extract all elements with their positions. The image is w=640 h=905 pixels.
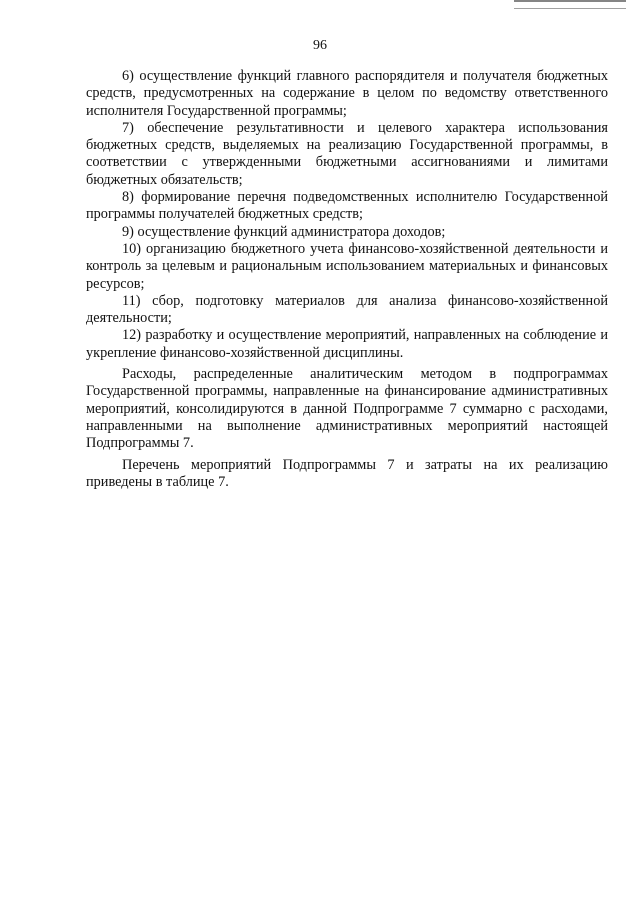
paragraph-item-6: 6) осуществление функций главного распорядителя и получателя бюджетных средств, предусмотренных на содержание в целом по ведомству ответственного исполнителя Государственной программы;	[86, 68, 608, 119]
paragraph-item-8: 8) формирование перечня подведомственных исполнителю Государственной программы получателей бюджетных средств;	[86, 189, 608, 223]
page-number: 96	[313, 38, 327, 53]
paragraph-item-9: 9) осуществление функций администратора доходов;	[122, 223, 446, 240]
paragraph-item-11: 11) сбор, подготовку материалов для анализа финансово-хозяйственной деятельности;	[86, 292, 608, 327]
paragraph-item-7: 7) обеспечение результативности и целевого характера использования бюджетных средств, выделяемых на реализацию Государственной программы, в соответствии с утвержденными бюджетными ассигнованиями и лимитами бюджетных обязательств;	[86, 119, 608, 188]
paragraph-item-12: 12) разработку и осуществление мероприятий, направленных на соблюдение и укрепление финансово-хозяйственной дисциплины.	[86, 327, 608, 361]
scan-corner-mark	[514, 0, 626, 9]
paragraph-table-reference: Перечень мероприятий Подпрограммы 7 и затраты на их реализацию приведены в таблице 7.	[86, 456, 608, 490]
paragraph-item-10: 10) организацию бюджетного учета финансово-хозяйственной деятельности и контроль за целевым и рациональным использованием материальных и финансовых ресурсов;	[86, 240, 608, 292]
document-body	[86, 68, 608, 491]
paragraph-expenses: Расходы, распределенные аналитическим методом в подпрограммах Государственной программы, направленные на финансирование административных мероприятий, консолидируются в данной Подпрограмме 7 суммарно с расходами, направленными на выполнение административных мероприятий настоящей Подпрограммы 7.	[86, 366, 608, 452]
